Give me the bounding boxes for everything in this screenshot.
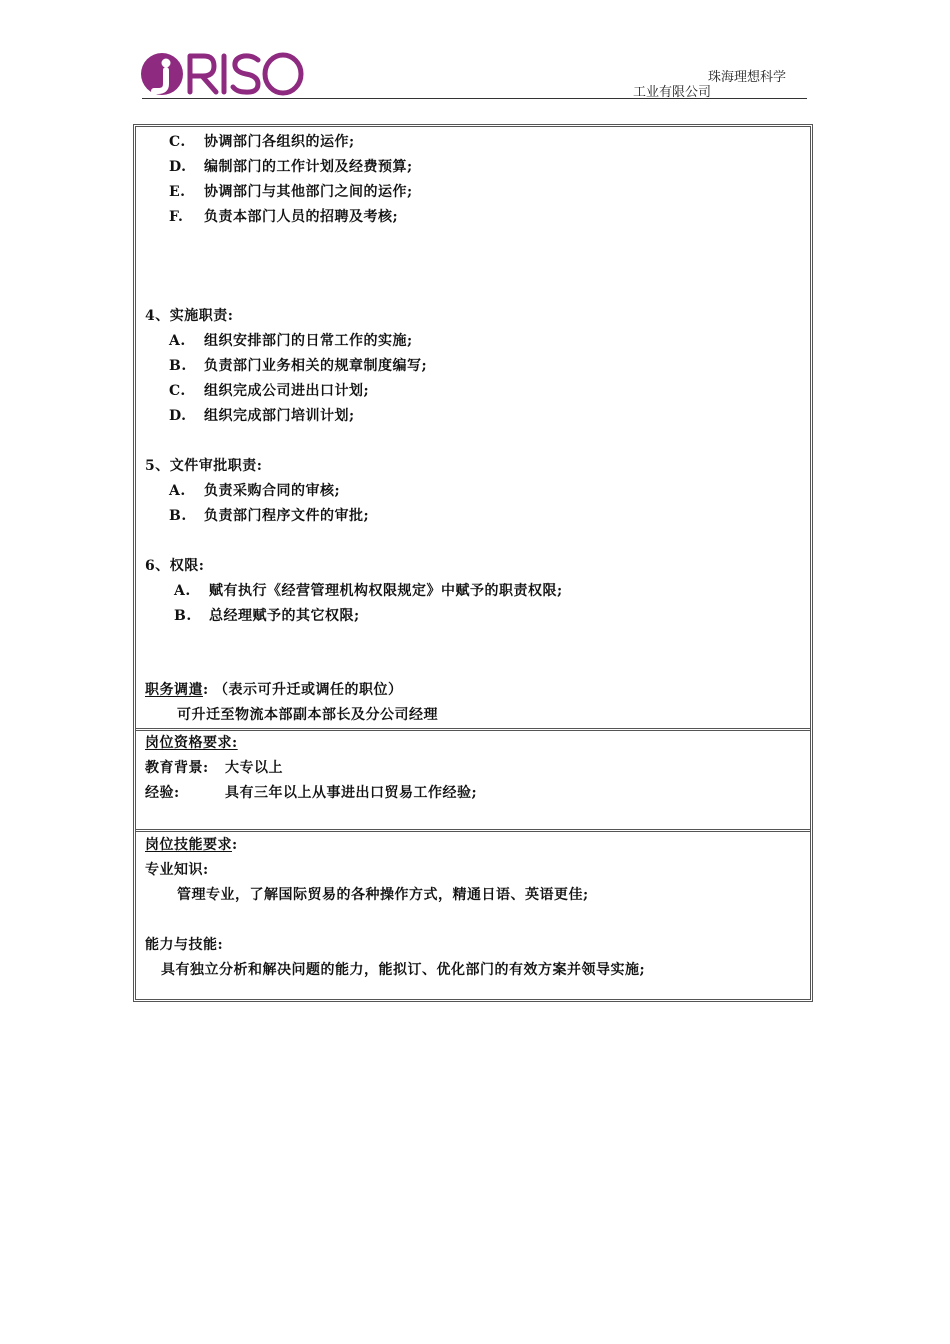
list-item: C. 协调部门各组织的运作;: [169, 134, 355, 150]
authority-heading: 6、权限:: [145, 558, 205, 574]
list-item: A. 负责采购合同的审核;: [169, 483, 341, 499]
experience-row: 经验: 具有三年以上从事进出口贸易工作经验;: [145, 785, 478, 801]
ability-label: 能力与技能:: [145, 937, 224, 953]
implementation-heading: 4、实施职责:: [145, 308, 234, 324]
ability-text: 具有独立分析和解决问题的能力，能拟订、优化部门的有效方案并领导实施;: [161, 962, 646, 978]
skills-heading: 岗位技能要求:: [145, 837, 238, 853]
list-item: B. 总经理赋予的其它权限;: [174, 608, 360, 624]
qualification-section: [136, 728, 810, 829]
knowledge-text: 管理专业，了解国际贸易的各种操作方式，精通日语、英语更佳;: [177, 887, 589, 903]
header-divider: [142, 98, 807, 99]
list-item: B. 负责部门程序文件的审批;: [169, 508, 370, 524]
transfer-line: 职务调遣: （表示可升迁或调任的职位）: [145, 682, 403, 698]
page-header: [0, 0, 950, 110]
transfer-detail: 可升迁至物流本部副本部长及分公司经理: [177, 707, 438, 723]
riso-logo: [140, 50, 305, 98]
list-item: D. 编制部门的工作计划及经费预算;: [169, 159, 413, 175]
list-item: E. 协调部门与其他部门之间的运作;: [169, 184, 413, 200]
responsibilities-section: [136, 127, 810, 728]
list-item: B. 负责部门业务相关的规章制度编写;: [169, 358, 428, 374]
skills-section: [136, 829, 810, 1002]
qualification-heading: 岗位资格要求:: [145, 735, 238, 751]
company-name-line2: 工业有限公司: [633, 85, 712, 100]
job-description-table: [133, 124, 813, 1002]
knowledge-label: 专业知识:: [145, 862, 209, 878]
list-item: C. 组织完成公司进出口计划;: [169, 383, 370, 399]
list-item: F. 负责本部门人员的招聘及考核;: [169, 209, 399, 225]
transfer-label: 职务调遣: [145, 682, 203, 698]
list-item: D. 组织完成部门培训计划;: [169, 408, 355, 424]
approval-heading: 5、文件审批职责:: [145, 458, 263, 474]
list-item: A. 组织安排部门的日常工作的实施;: [169, 333, 413, 349]
company-name-line1: 珠海理想科学: [708, 70, 787, 85]
list-item: A. 赋有执行《经营管理机构权限规定》中赋予的职责权限;: [174, 583, 563, 599]
education-row: 教育背景: 大专以上: [145, 760, 283, 776]
